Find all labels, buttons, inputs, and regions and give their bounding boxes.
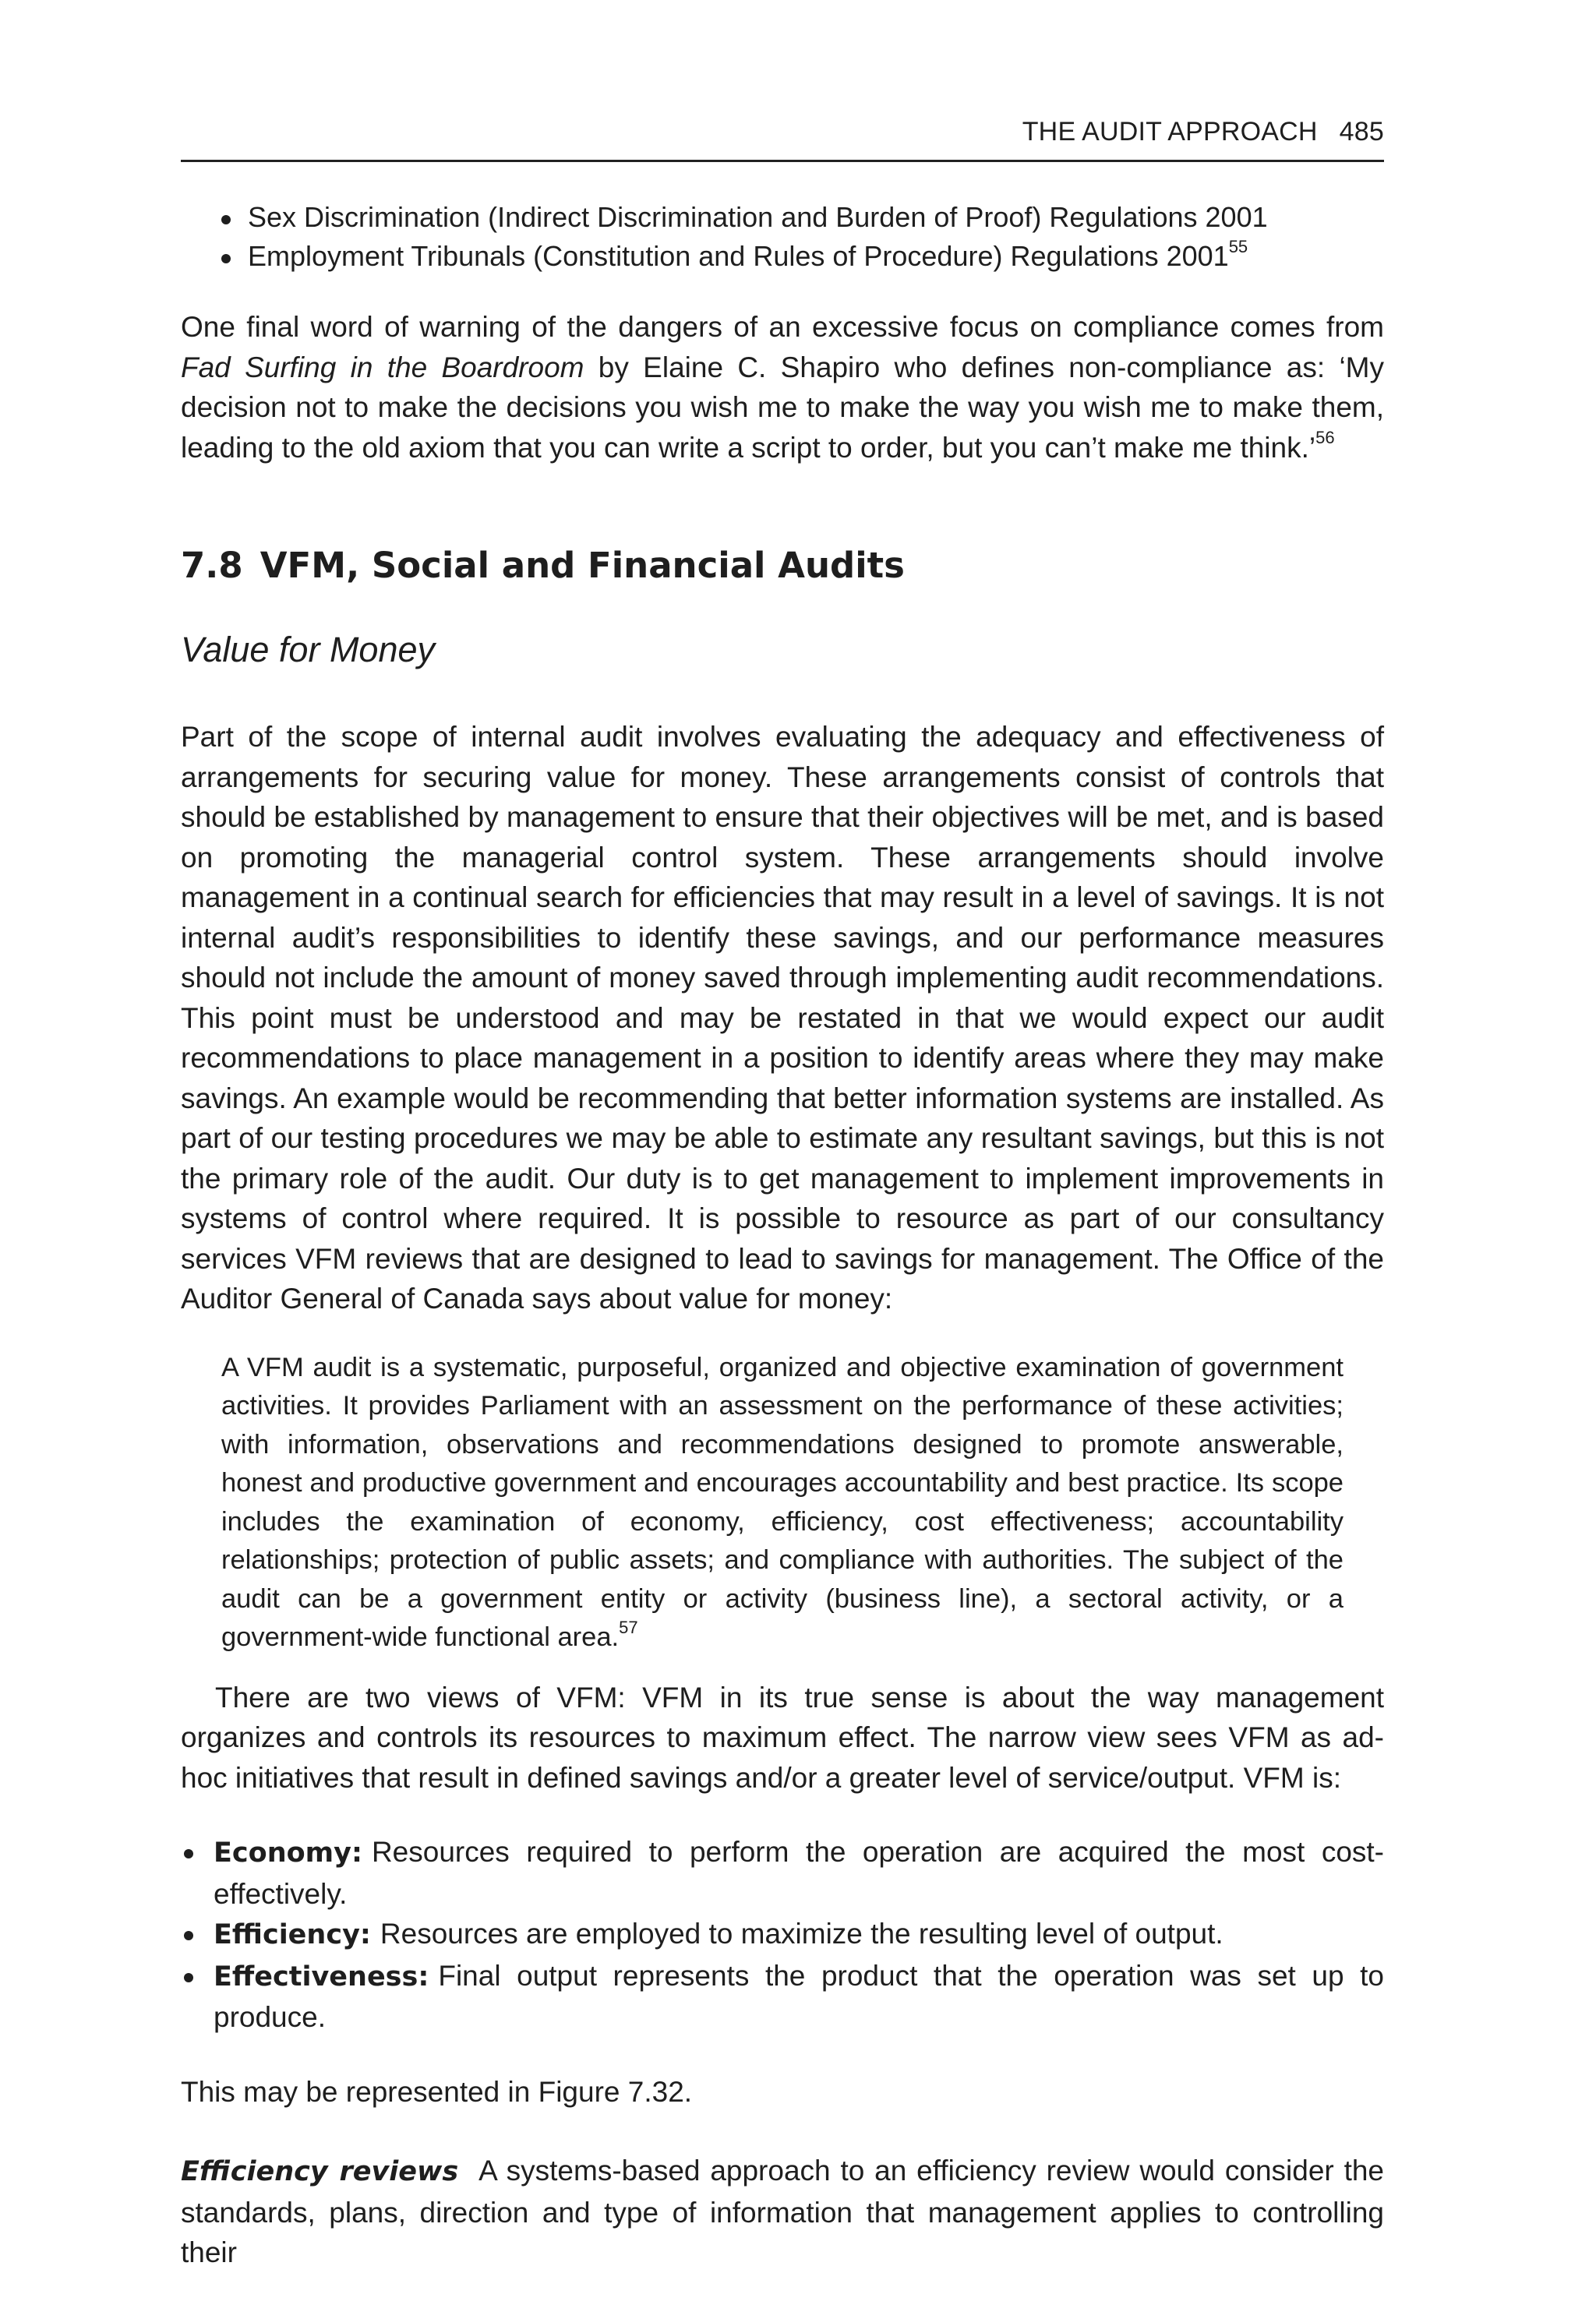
list-item: Employment Tribunals (Constitution and Rules of Procedure) Regulations 2001$^{55}$ [221, 237, 1384, 276]
efficiency-paragraph: Efficiency reviews A systems-based approach to an efficiency review would consider the standards, plans, direction and type of information that management applies to controlling their [181, 2155, 1384, 2268]
block-quote: A VFM audit is a systematic, purposeful, organized and objective examination of government activities. It provides Parliament with an assessment on the performance of these activities; with information, observations and recommendations designed to promote answerable, honest and productive government and encourages accountability and best practice. Its scope includes the examination of economy, efficiency, cost effectiveness; accountability relationships; protection of public assets; and compliance with authorities. The subject of the audit can be a government entity or activity (business line), a sectoral activity, or a government-wide functional area.$^{57}$ [221, 1352, 1344, 1652]
running-head-title: THE AUDIT APPROACH [1022, 117, 1318, 146]
definition-term: Efficiency: [214, 1919, 371, 1950]
footnote-ref: 55 [1228, 237, 1248, 256]
definition-term: Economy: [214, 1837, 362, 1869]
list-item: Sex Discrimination (Indirect Discrimination and Burden of Proof) Regulations 2001 [221, 198, 1384, 237]
vfm-paragraph: Part of the scope of internal audit involves evaluating the adequacy and effectiveness of arrangements for securing value for money. These arrangements consist of controls that should be established by management to ensure that their objectives will be met, and is based on promoting the managerial control system. These arrangements should involve management in a continual search for efficiencies that may result in a level of savings. It is not internal audit’s responsibilities to identify these savings, and our performance measures should not include the amount of money saved through implementing audit recommendations. This point must be understood and may be restated in that we would expect our audit recommendations to place management in a position to identify areas where they may make savings. An example would be recommending that better information systems are installed. As part of our testing procedures we may be able to estimate any resultant savings, but this is not the primary role of the audit. Our duty is to get management to implement improvements in systems of control where required. It is possible to resource as part of our consultancy services VFM reviews that are designed to lead to savings for management. The Office of the Auditor General of Canada says about value for money: [181, 721, 1384, 1315]
book-title: Fad Surfing in the Boardroom [181, 351, 584, 383]
running-head [181, 117, 1384, 162]
book-page [181, 117, 1384, 2273]
section-number: 7.8 [181, 545, 243, 586]
page-number: 485 [1339, 117, 1384, 146]
section-heading [181, 542, 1384, 589]
subsection-heading: Value for Money [181, 630, 436, 669]
definition-term: Effectiveness: [214, 1961, 429, 1993]
figure-reference-paragraph: This may be represented in Figure 7.32. [181, 2075, 693, 2108]
warning-paragraph: One final word of warning of the dangers of an excessive focus on compliance comes from Fad Surfing in the Boardroom by Elaine C. Shapiro who defines non-compliance as: ‘My decision not to make the decisions you wish me to make the way you wish me to make them, leading to the old axiom that you can write a script to order, but you can’t make me think.’$^{56}$ [181, 311, 1384, 464]
footnote-ref: 56 [1315, 428, 1335, 448]
list-item: Economy: Resources required to perform the operation are acquired the most cost-effectively. [181, 1832, 1384, 1914]
footnote-ref: 57 [619, 1617, 638, 1637]
run-in-heading: Efficiency reviews [181, 2156, 459, 2187]
list-item: Effectiveness: Final output represents the product that the operation was set up to produce. [181, 1956, 1384, 2038]
list-item: Efficiency: Resources are employed to maximize the resulting level of output. [181, 1914, 1384, 1956]
views-paragraph: There are two views of VFM: VFM in its true sense is about the way management organizes and controls its resources to maximum effect. The narrow view sees VFM as ad-hoc initiatives that result in defined savings and/or a greater level of service/output. VFM is: [181, 1681, 1384, 1794]
vfm-definitions-list [181, 1832, 1384, 2038]
section-title: VFM, Social and Financial Audits [260, 545, 905, 586]
regulations-list [181, 198, 1384, 276]
